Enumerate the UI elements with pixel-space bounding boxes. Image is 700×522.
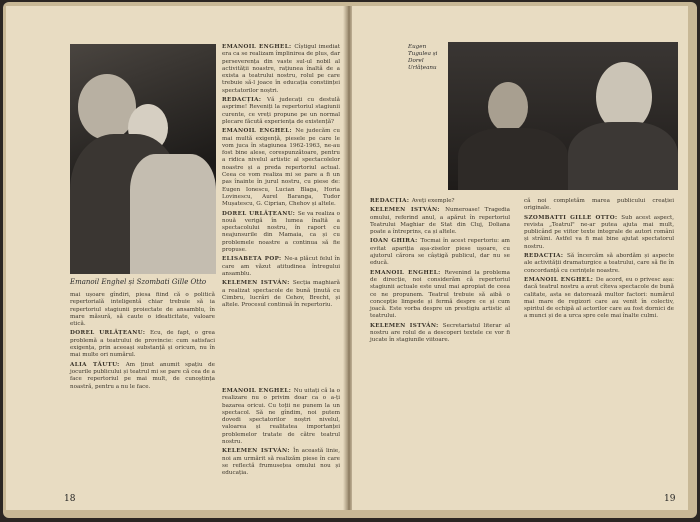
paragraph-text: De acord, eu o privesc așa: dacă teatrul nostru a avut cîteva spectacole de bună calitate, asta se datorează multor factori: numărul mai mare de regizori care au venit în colectiv, spiritul de echipă al actorilor care au fost dornici de a munci și de a urca spre cele mai înalte culmi. [524,276,675,320]
paragraph [370,238,510,267]
paragraph [370,207,510,236]
speaker-name: REDACȚIA: [370,198,412,204]
paragraph [222,44,340,95]
speaker-name: REDACȚIA: [524,253,568,260]
speaker-name: DOREL URLĂȚEANU: [222,210,298,217]
speaker-name: DOREL URLĂȚEANU: [70,330,150,337]
speaker-name: EMANOIL ENGHEL: [524,276,596,283]
paragraph-text: Ne-a plăcut felul în care am văzut atitudinea întregului ansamblu. [222,256,340,277]
paragraph [222,388,340,446]
paragraph-text: În această linie, noi am urmărit să realizăm piese în care se reflectă frumusețea omului nou și educația. [222,448,341,477]
paragraph [70,362,215,391]
speaker-name: EMANOIL ENGHEL: [222,44,295,50]
speaker-name: ALIA TĂUTU: [70,361,126,368]
speaker-name: EMANOIL ENGHEL: [222,388,294,394]
paragraph-text: Secretariatul literar al nostru are rolul de a descoperi textele ce vor fi jucate în stagiunile viitoare. [370,322,511,344]
left-photo [70,44,216,274]
paragraph-text: Ne judecăm cu mai multă exigență, piesele pe care le vom juca în stagiunea 1962-1963, ne-au fost bine alese, corespunzătoare, pentru a ridica nivelul artistic al spectacolelor noastre și a preda repertoriul actual. Ceea ce vom realiza mi se pare a fi un pas înainte în jurul nostru, cu piese de: Eugen Ionescu, Lucian Blaga, Horia Lovinescu, Aurel Baranga, Tudor Mușatescu, G. Ciprian, Chehov și altele. [222,128,341,208]
page-number-left: 18 [64,494,76,504]
right-photo-caption: Eugen Tugulea și Dorel Urlățeanu [408,44,438,71]
speaker-name: SZOMBATTI GILLE OTTO: [524,214,622,221]
paragraph-text: Să încercăm să abordăm și aspecte ale activității dramaturgice a teatrului, care să fie în concordanță cu cerințele noastre. [524,253,674,274]
paragraph-text: Nu uitați că la o realizare nu o privim doar ca o a-ți bazarea oricui. Cu toții ne punem la un spectacol. Să ne gîndim, noi putem dovedi spectatorilor noștri nivelul, valoarea și realitatea importanței problemelor tratate de către teatrul nostru. [222,388,340,446]
speaker-name: EMANOIL ENGHEL: [222,128,296,135]
paragraph [222,211,340,255]
right-col1 [524,198,674,498]
paragraph-text: Se va realiza o nouă verigă în lumea înaltă a spectacolului nostru, în raport cu neajunsurile din Mamaia, ca și cu problemele noastre a continua să fie propuse. [222,210,340,254]
paragraph-text: mai ușoare gîndiri, piesa fiind că o politică repertorială inteligentă chiar trebuie să ia repertoriul stagiunii proiectate de ansamblu, în mare măsură, să caute o ideaticitate, valoare etică. [70,292,215,328]
paragraph [70,330,215,359]
paragraph [524,253,674,275]
left-col1-top [222,44,340,424]
paragraph [222,256,340,278]
paragraph-text: Am ținut anumit spațiu de jocurile publicului și teatrul mi se pare că cea de a face repertoriul pe mai mult, de cunoștința noastră, pentru a nu le face. [70,361,215,390]
paragraph [222,128,340,208]
paragraph [222,280,340,309]
paragraph [222,448,340,477]
paragraph [370,198,510,205]
paragraph-text: Aveți exemple? [411,198,455,204]
paragraph-text: Tocmai în acest repertoriu: am evitat apariția așa-ziselor piese ușoare, cu ajutorul cărora se câștigă publicul, dar nu se educă. [370,238,510,267]
paragraph [370,270,510,321]
left-page [6,6,346,510]
paragraph [524,215,674,251]
right-photo [448,42,678,190]
paragraph-text: Ecu, de fapt, o grea problemă a teatrului de provincie: cum satisfaci exigența, prin aceeași substanță și oricum, nu în mai multe ori numărul. [70,330,215,359]
paragraph [524,198,674,213]
speaker-name: IOAN GHIRA: [370,238,421,245]
paragraph-text: că noi completăm marea publicului creației originale. [524,198,674,212]
paragraph [370,323,510,345]
paragraph-text: Sub acest aspect, revista „Teatrul" ne-ar putea ajuta mai mult, publicând pe viitor texte integrale de autori români și străini. Astfel va fi mai bine ajutat spectatorul nostru. [524,214,674,250]
page-number-right: 19 [664,494,676,504]
paragraph [70,292,215,328]
paragraph-text: Secția maghiară a realizat spectacole de bună ținută cu Cimbru, lucrări de Cehov, Brecht, și altele. Procesul continuă în repertoriu. [222,280,340,309]
paragraph [222,97,340,126]
right-page [352,6,688,510]
paragraph-text: Revenind la problema de direcție, noi considerăm că repertoriul stagiunii actuale este unul mai apropiat de ceea ce ne propunem. Teatrul trebuie să aibă o concepție limpede și fermă despre ce și cum joacă. Este vorba despre un prestigiu artistic al teatrului. [370,269,510,320]
right-col0 [370,198,510,498]
speaker-name: REDACȚIA: [222,97,268,104]
left-col1-bottom [222,388,340,498]
speaker-name: ELISABETA POP: [222,256,285,263]
left-col0-bottom [70,292,215,492]
speaker-name: KELEMEN ISTVÁN: [222,448,294,455]
paragraph [524,277,674,321]
speaker-name: KELEMEN ISTVÁN: [222,280,293,287]
speaker-name: KELEMEN ISTVÁN: [370,207,446,214]
left-photo-caption: Emanoil Enghel și Szombati Gille Otto [70,278,207,286]
speaker-name: KELEMEN ISTVÁN: [370,322,443,329]
paragraph-text: Vă judecați cu destulă asprime! Reveniți la repertoriul stagiunii curente, ce vreți propune pe un normal plecare făcută experiența de existență? [222,97,341,125]
speaker-name: EMANOIL ENGHEL: [370,269,445,276]
paragraph-text: Cîștigul imediat era ca se realizam împlinirea de plus, dar perseverența din vaste sul-ul nobil al activității noastre, rațiunea înaltă de a exista a teatrului nostru, rolul pe care trebuie să-l joace în educația constiinței spectatorilor noștri. [222,44,340,94]
paragraph-text: Numeroase! Tragedia omului, referind anul, a apărut în repertoriul Teatrului Maghiar de Stat din Cluj, Doliana poate a întreprins, ca și altele. [370,207,511,236]
